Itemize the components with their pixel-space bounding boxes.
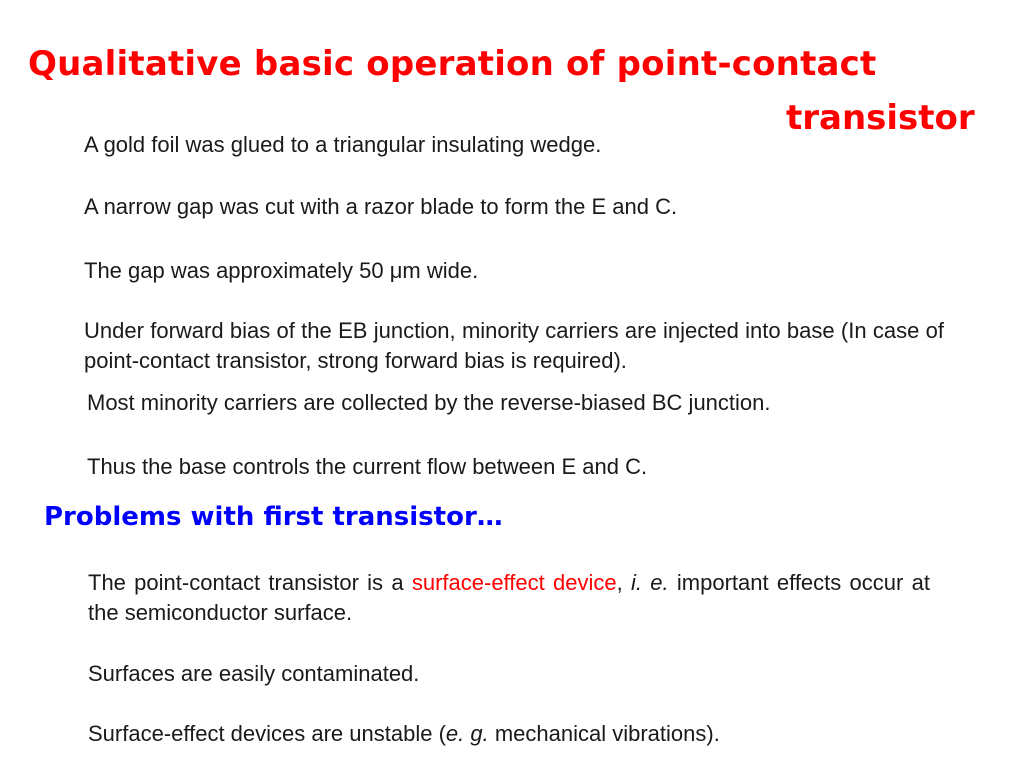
problems-text-c: important effects occur at the semiconductor surface. [88, 570, 930, 625]
eg-abbreviation: e. g. [445, 721, 489, 746]
problems-text-a: The point-contact transistor is a [88, 570, 412, 595]
problems-paragraph-contamination: Surfaces are easily contaminated. [88, 661, 420, 686]
operation-paragraph-base-control: Thus the base controls the current flow between E and C. [87, 454, 648, 479]
operation-paragraph-gap-width: The gap was approximately 50 μm wide. [84, 258, 479, 283]
operation-paragraph-forward-bias: Under forward bias of the EB junction, minority carriers are injected into base (In case of point-contact transistor, strong forward bias is required). [84, 318, 944, 373]
instability-text-a: Surface-effect devices are unstable ( [88, 721, 446, 746]
problems-heading: Problems with first transistor… [44, 502, 503, 532]
problems-paragraph-instability [88, 719, 720, 749]
ie-abbreviation: i. e. [630, 570, 669, 595]
problems-paragraph-surface-effect [88, 568, 930, 628]
operation-paragraph-gold-foil: A gold foil was glued to a triangular insulating wedge. [84, 132, 602, 157]
surface-effect-highlight: surface-effect device [411, 570, 617, 595]
slide-title-line2: transistor [786, 98, 975, 138]
slide-title-line1: Qualitative basic operation of point-contact [28, 44, 877, 84]
problems-text-b: , [616, 570, 631, 595]
operation-paragraph-gap-cut: A narrow gap was cut with a razor blade to form the E and C. [84, 194, 678, 219]
operation-paragraph-collection: Most minority carriers are collected by the reverse-biased BC junction. [87, 390, 771, 415]
instability-text-b: mechanical vibrations). [488, 721, 720, 746]
